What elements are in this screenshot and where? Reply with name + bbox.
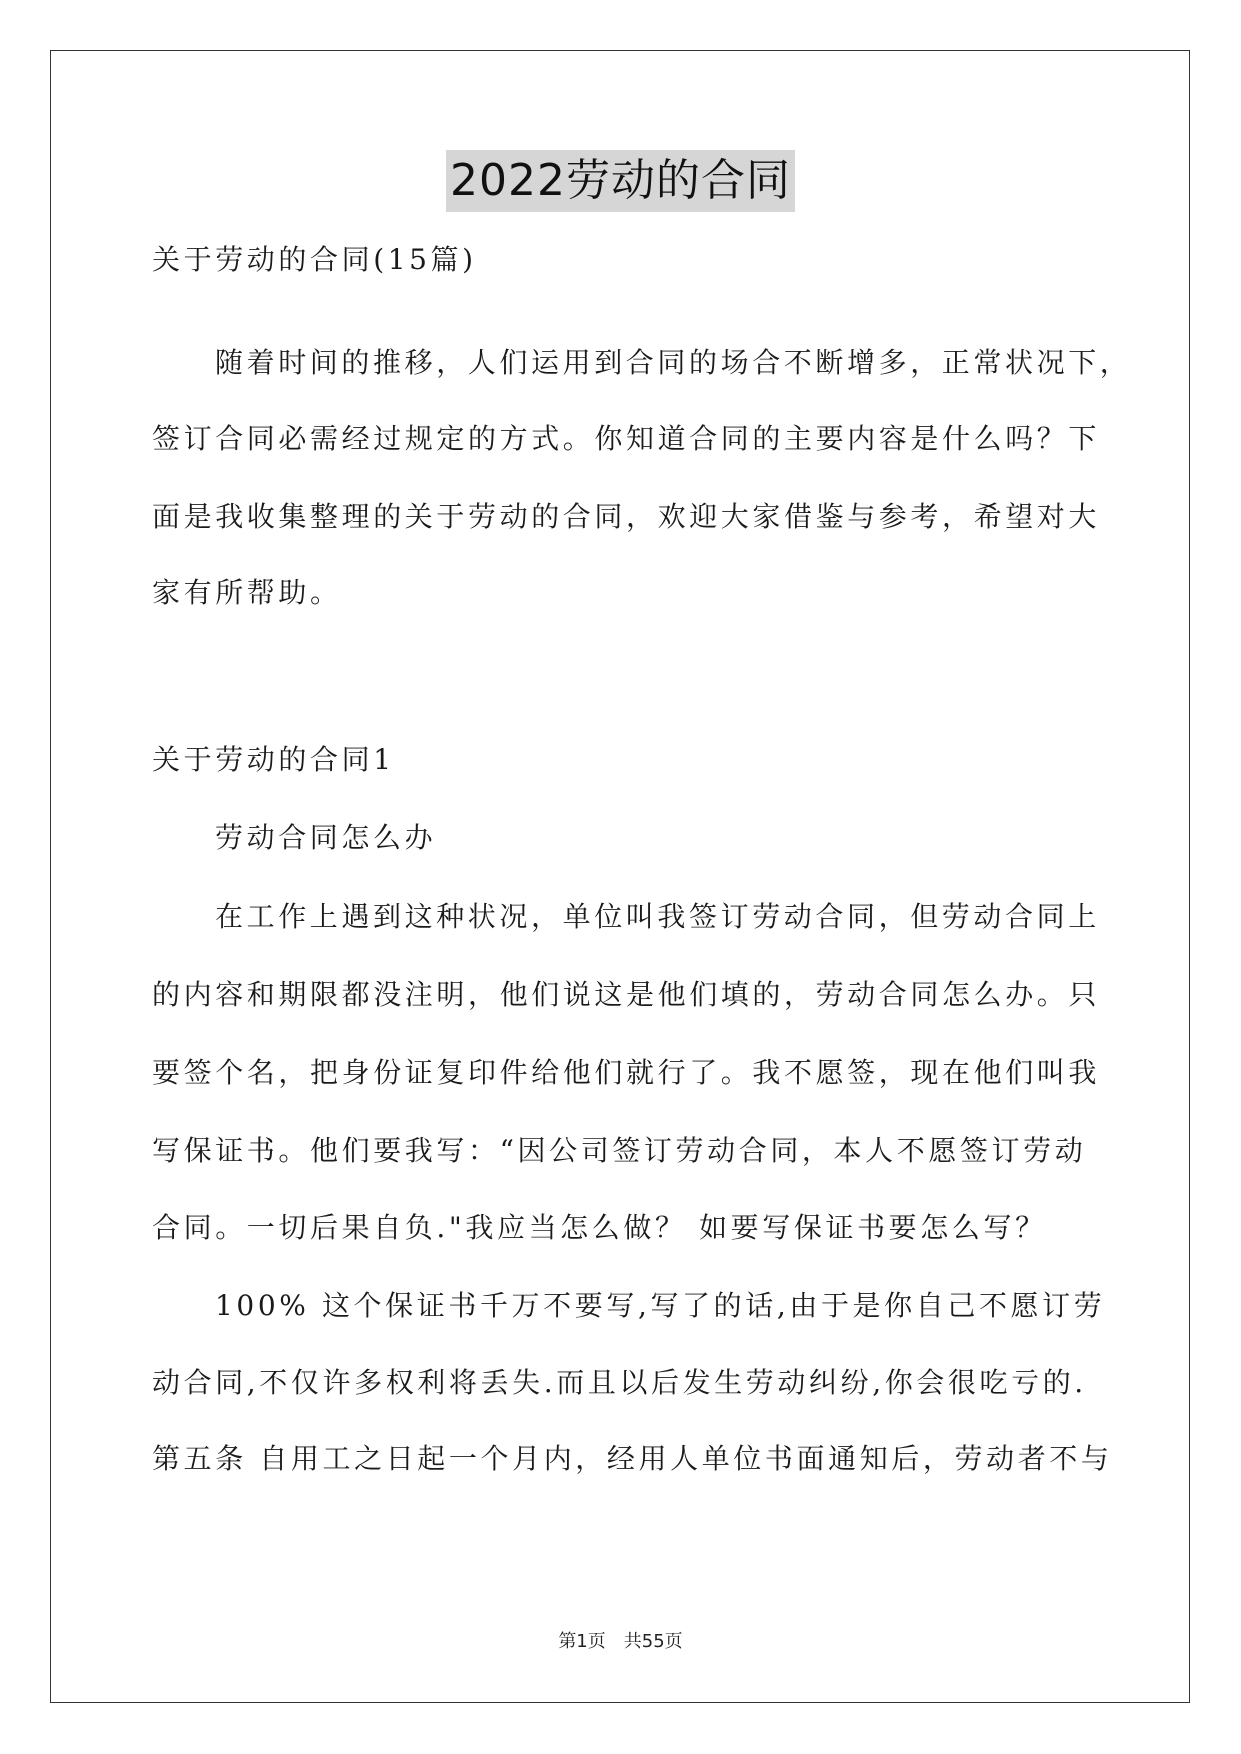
intro-line-4: 家有所帮助。 [152,576,342,609]
document-subtitle: 关于劳动的合同(15篇) [152,243,477,276]
page-number-footer: 第1页 共55页 [558,1631,683,1652]
document-title: 2022劳动的合同 [446,150,795,212]
body-line-6: 100% 这个保证书千万不要写,写了的话,由于是你自己不愿订劳 [215,1289,1106,1322]
intro-line-2: 签订合同必需经过规定的方式。你知道合同的主要内容是什么吗？下 [152,422,1101,455]
body-line-4: 写保证书。他们要我写：“因公司签订劳动合同，本人不愿签订劳动 [152,1134,1087,1167]
section-subheading: 劳动合同怎么办 [215,821,437,854]
body-line-2: 的内容和期限都没注明，他们说这是他们填的，劳动合同怎么办。只 [152,978,1101,1011]
body-line-5: 合同。一切后果自负."我应当怎么做？ 如要写保证书要怎么写？ [152,1211,1047,1244]
intro-line-3: 面是我收集整理的关于劳动的合同，欢迎大家借鉴与参考，希望对大 [152,500,1101,533]
body-line-1: 在工作上遇到这种状况，单位叫我签订劳动合同，但劳动合同上 [215,900,1100,933]
section-heading: 关于劳动的合同1 [152,743,395,776]
body-line-3: 要签个名，把身份证复印件给他们就行了。我不愿签，现在他们叫我 [152,1056,1101,1089]
intro-line-1: 随着时间的推移，人们运用到合同的场合不断增多，正常状况下， [215,346,1132,379]
body-line-8: 第五条 自用工之日起一个月内，经用人单位书面通知后，劳动者不与 [152,1442,1113,1475]
title-container [0,150,1241,212]
body-line-7: 动合同,不仅许多权利将丢失.而且以后发生劳动纠纷,你会很吃亏的. [152,1366,1087,1399]
